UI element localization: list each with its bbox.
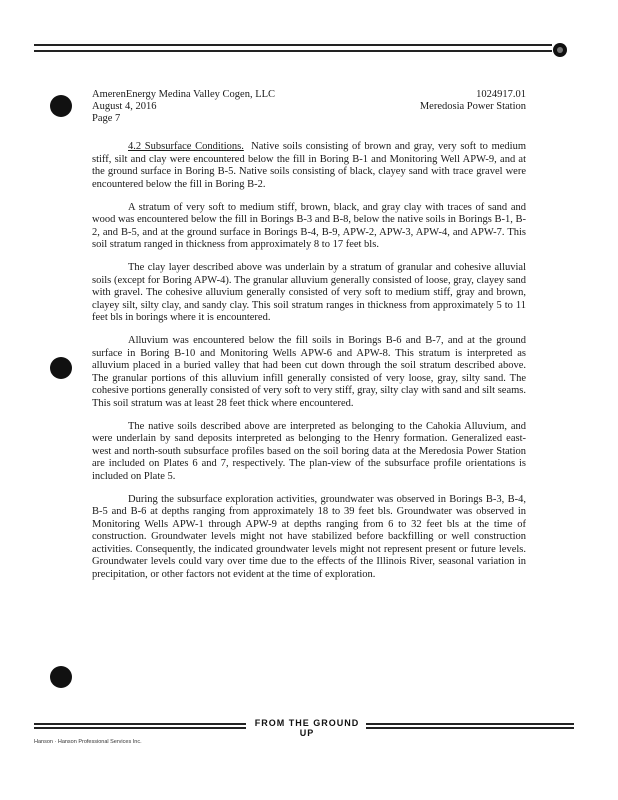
footer-logo-text: Hanson · Hanson Professional Services Inc. — [34, 739, 142, 745]
project-number: 1024917.01 — [476, 89, 526, 100]
letter-header — [92, 89, 526, 125]
paragraph: During the subsurface exploration activities, groundwater was observed in Borings B-3, B-4, B-5 and B-6 at depths ranging from approximately 18 to 39 feet bls. Groundwater was observed in Monitoring Wells APW-1 through APW-9 at depths ranging from 6 to 32 feet bls at the time of construction. Groundwater levels might not have stabilized before backfilling or well construction activities. Consequently, the indicated groundwater levels might not represent present or future levels. Groundwater levels could vary over time due to the effects of the Illinois River, seasonal variation in precipitation, or other factors not evident at the time of exploration. — [92, 493, 526, 580]
footer-rule-left — [34, 721, 246, 729]
footer-rule-right — [366, 721, 574, 729]
project-site: Meredosia Power Station — [419, 101, 526, 112]
section-heading: 4.2 Subsurface Conditions. — [128, 141, 244, 152]
paragraph: The clay layer described above was underlain by a stratum of granular and cohesive alluvial soils (except for Boring APW-4). The granular alluvium generally consisted of loose, gray, clayey sand with gravel. The cohesive alluvium generally consisted of very soft to medium stiff, gray and brown, clayey silt, silty clay, and sandy clay. This soil stratum ranges in thickness from approximately 5 to 11 feet bls in borings where it is encountered. — [92, 262, 526, 323]
punch-hole-icon — [50, 357, 72, 379]
footer-tagline: FROM THE GROUND UP — [254, 718, 360, 738]
header-rule — [34, 44, 552, 56]
paragraph: Alluvium was encountered below the fill soils in Borings B-6 and B-7, and at the ground surface in Boring B-10 and Monitoring Wells APW-6 and APW-8. This stratum is interpreted as alluvium placed in a buried valley that had been cut down through the soil stratum described above. The granular portions of this alluvium infill generally consisted of very loose, gray, silty sand. The cohesive portions generally consisted of very soft to very stiff, gray, silty clay with sand and silt seams. This soil stratum was at least 28 feet thick where encountered. — [92, 335, 526, 409]
paragraph: A stratum of very soft to medium stiff, brown, black, and gray clay with traces of sand and wood was encountered below the fill in Borings B-3 and B-8, below the native soils in Borings B-1, B-2, and B-5, and at the ground surface in Borings B-4, B-9, APW-2, APW-3, APW-4, and APW-7. This soil stratum ranged in thickness from approximately 8 to 17 feet bls. — [92, 201, 526, 250]
header-rule-line — [34, 50, 552, 52]
paragraph-text: Native soils consisting of brown and gray, very soft to medium stiff, silt and clay were encountered below the fill in Boring B-1 and Monitoring Well APW-9, and at the ground surface in Boring B-5. Native soils consisting of black, clayey sand with trace gravel were encountered below the fill in Boring B-2. — [92, 141, 526, 190]
client-name: AmerenEnergy Medina Valley Cogen, LLC — [92, 89, 276, 100]
document-body — [92, 141, 526, 592]
punch-hole-icon — [50, 666, 72, 688]
punch-hole-icon — [50, 95, 72, 117]
company-logo-icon — [553, 43, 567, 57]
letter-date: August 4, 2016 — [92, 101, 157, 112]
page-number: Page 7 — [92, 113, 121, 124]
header-rule-line — [34, 44, 552, 46]
paragraph — [92, 141, 526, 191]
paragraph: The native soils described above are interpreted as belonging to the Cahokia Alluvium, and were underlain by sand deposits interpreted as belonging to the Henry formation. Generalized east-west and north-south subsurface profiles based on the soil boring data at the Meredosia Power Station are included on Plates 6 and 7, respectively. The plan-view of the subsurface profile orientations is included on Plate 5. — [92, 420, 526, 482]
